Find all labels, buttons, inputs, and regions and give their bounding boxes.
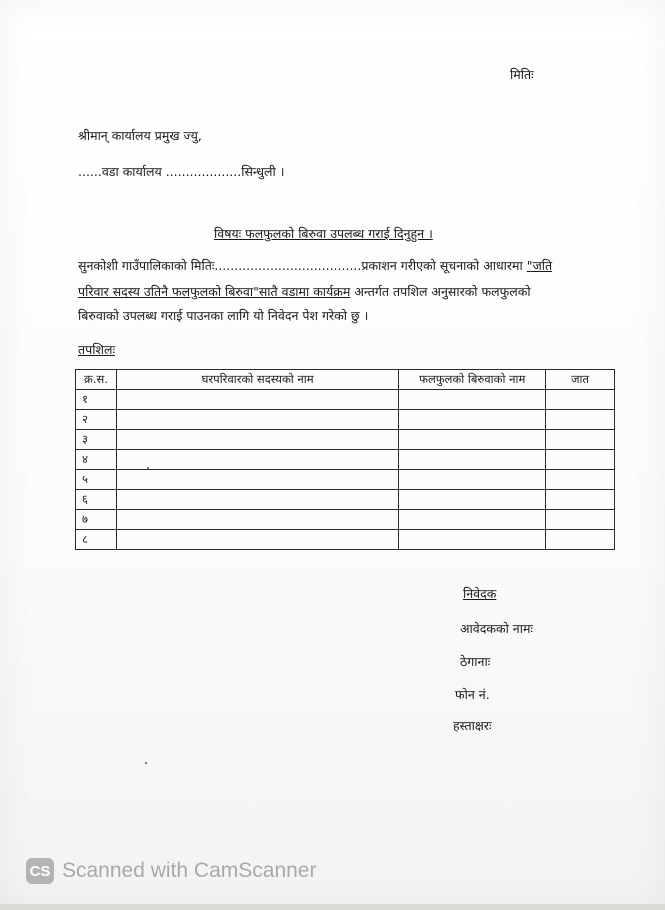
plant-name-cell[interactable] (399, 470, 546, 490)
body-line-2 (78, 283, 531, 300)
variety-cell[interactable] (546, 530, 615, 550)
plant-name-cell[interactable] (399, 450, 546, 470)
body-line-3: बिरुवाको उपलब्ध गराई पाउनका लागि यो निवेदन पेश गरेको छु । (78, 308, 369, 323)
salutation: श्रीमान् कार्यालय प्रमुख ज्यु, (78, 128, 202, 143)
watermark-text: Scanned with CamScanner (62, 859, 317, 882)
program-name: परिवार सदस्य उतिनै फलफुलको बिरुवा"सातै वडामा कार्यक्रम (78, 284, 351, 299)
table-heading: तपशिलः (78, 342, 115, 357)
page-bottom-edge (0, 904, 665, 910)
row-number: ५ (76, 470, 117, 490)
camscanner-watermark (26, 858, 316, 884)
scan-speck (147, 467, 149, 469)
table-row (76, 390, 615, 410)
member-name-cell[interactable] (116, 490, 398, 510)
table-row (76, 490, 615, 510)
row-number: ६ (76, 490, 117, 510)
variety-cell[interactable] (546, 430, 615, 450)
table-row (76, 450, 615, 470)
variety-cell[interactable] (546, 390, 615, 410)
table-row (76, 530, 615, 550)
member-name-cell[interactable] (116, 450, 398, 470)
member-name-cell[interactable] (116, 430, 398, 450)
applicant-phone-label: फोन नं. (455, 687, 490, 702)
table-header-row (76, 370, 615, 390)
variety-cell[interactable] (546, 470, 615, 490)
table-row (76, 410, 615, 430)
plant-name-cell[interactable] (399, 390, 546, 410)
plant-name-cell[interactable] (399, 410, 546, 430)
member-name-cell[interactable] (116, 410, 398, 430)
plant-name-cell[interactable] (399, 530, 546, 550)
table-row (76, 510, 615, 530)
row-number: १ (76, 390, 117, 410)
date-label: मितिः (510, 67, 534, 82)
variety-cell[interactable] (546, 510, 615, 530)
header-plant-name: फलफुलको बिरुवाको नाम (399, 370, 546, 390)
member-name-cell[interactable] (116, 390, 398, 410)
plant-name-cell[interactable] (399, 490, 546, 510)
applicant-name-label: आवेदकको नामः (460, 621, 533, 636)
plant-name-cell[interactable] (399, 430, 546, 450)
header-member-name: घरपरिवारको सदस्यको नाम (116, 370, 398, 390)
row-number: ४ (76, 450, 117, 470)
scan-speck (145, 762, 147, 764)
applicant-heading: निवेदक (463, 586, 497, 601)
header-variety: जात (546, 370, 615, 390)
variety-cell[interactable] (546, 410, 615, 430)
applicant-address-label: ठेगानाः (460, 654, 491, 669)
member-name-cell[interactable] (116, 470, 398, 490)
applicant-signature-label: हस्ताक्षरः (453, 718, 492, 733)
member-name-cell[interactable] (116, 530, 398, 550)
plant-name-cell[interactable] (399, 510, 546, 530)
details-table (75, 369, 615, 550)
variety-cell[interactable] (546, 490, 615, 510)
body-line-2-text: अन्तर्गत तपशिल अनुसारको फलफुलको (350, 284, 531, 299)
header-serial: क्र.स. (76, 370, 117, 390)
table-row (76, 430, 615, 450)
camscanner-logo-icon: CS (26, 858, 54, 884)
table-row (76, 470, 615, 490)
body-line-1-quote: "जति (526, 258, 553, 273)
body-line-1-text: सुनकोशी गाउँपालिकाको मितिः.....................................प्रकाशन गरीएको सूचनाको आधारमा (78, 258, 527, 273)
row-number: ८ (76, 530, 117, 550)
member-name-cell[interactable] (116, 510, 398, 530)
subject-line: विषयः फलफुलको बिरुवा उपलब्ध गराई दिनुहुन । (214, 226, 433, 241)
recipient-address: ......वडा कार्यालय ...................सिन्धुली । (78, 164, 285, 179)
row-number: २ (76, 410, 117, 430)
row-number: ७ (76, 510, 117, 530)
body-line-1 (78, 257, 552, 274)
variety-cell[interactable] (546, 450, 615, 470)
row-number: ३ (76, 430, 117, 450)
